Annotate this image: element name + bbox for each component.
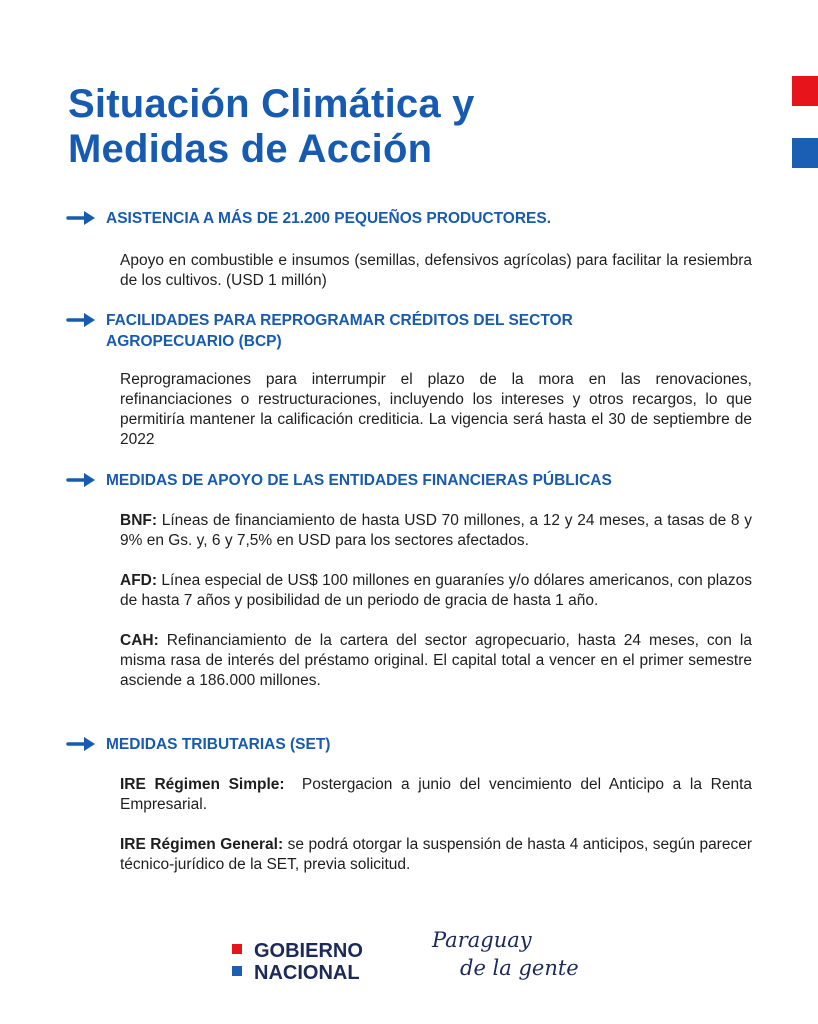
section-title: ASISTENCIA A MÁS DE 21.200 PEQUEÑOS PRODUCTORES. bbox=[106, 210, 552, 227]
paraguay-de-la-gente-logo bbox=[432, 926, 579, 982]
section-paragraph-ire-general bbox=[120, 835, 752, 875]
section-facilidades bbox=[66, 310, 756, 450]
section-tributarias bbox=[66, 734, 756, 875]
section-paragraph-afd bbox=[120, 571, 752, 611]
logo-red-square bbox=[232, 944, 242, 954]
flag-red-block bbox=[792, 76, 818, 106]
section-asistencia bbox=[66, 208, 756, 291]
section-paragraph bbox=[120, 370, 752, 450]
section-entidades bbox=[66, 470, 756, 691]
section-header bbox=[66, 734, 756, 755]
logo-line-1: GOBIERNO bbox=[254, 940, 363, 962]
paragraph-text: Líneas de financiamiento de hasta USD 70 millones, a 12 y 24 meses, a tasas de 8 y 9% en Gs. y, 6 y 7,5% en USD para los sectores afectados. bbox=[120, 512, 752, 549]
paragraph-lead: IRE Régimen General: bbox=[120, 836, 284, 853]
paragraph-text: Línea especial de US$ 100 millones en guaraníes y/o dólares americanos, con plazos de hasta 7 años y posibilidad de un periodo de gracia de hasta 1 año. bbox=[120, 572, 752, 609]
title-line-2: Medidas de Acción bbox=[68, 127, 433, 171]
section-header bbox=[66, 310, 756, 352]
paragraph-text: Postergacion a junio del vencimiento del Anticipo a la Renta Empresarial. bbox=[120, 776, 757, 813]
section-header bbox=[66, 208, 756, 229]
arrow-right-icon bbox=[66, 734, 98, 754]
paragraph-lead: BNF: bbox=[120, 512, 158, 529]
paragraph-text: se podrá otorgar la suspensión de hasta 4 anticipos, según parecer técnico-jurídico de la SET, previa solicitud. bbox=[120, 836, 752, 873]
logo-line-2: NACIONAL bbox=[254, 962, 360, 984]
arrow-right-icon bbox=[66, 310, 98, 330]
paragraph-lead: CAH: bbox=[120, 632, 159, 649]
paragraph-lead: IRE Régimen Simple: bbox=[120, 776, 285, 793]
flag-blue-block bbox=[792, 138, 818, 168]
section-title: FACILIDADES PARA REPROGRAMAR CRÉDITOS DEL SECTOR AGROPECUARIO (BCP) bbox=[106, 312, 573, 350]
section-header bbox=[66, 470, 756, 491]
script-line-2: de la gente bbox=[460, 956, 579, 980]
section-paragraph-bnf bbox=[120, 511, 752, 551]
logo-text bbox=[254, 940, 363, 984]
section-paragraph-ire-simple bbox=[120, 775, 757, 815]
script-line-1: Paraguay bbox=[432, 928, 532, 952]
paragraph-text: Reprogramaciones para interrumpir el plazo de la mora en las renovaciones, refinanciaciones o restructuraciones, incluyendo los intereses y otros recargos, lo que permitiría mantener la calificación crediticia. La vigencia será hasta el 30 de septiembre de 2022 bbox=[120, 371, 752, 448]
arrow-right-icon bbox=[66, 208, 98, 228]
paragraph-text: Refinanciamiento de la cartera del sector agropecuario, hasta 24 meses, con la misma rasa de interés del préstamo original. El capital total a vencer en el primer semestre asciende a 186.000 millones. bbox=[120, 632, 752, 689]
section-title: MEDIDAS TRIBUTARIAS (SET) bbox=[106, 736, 331, 753]
section-title: MEDIDAS DE APOYO DE LAS ENTIDADES FINANCIERAS PÚBLICAS bbox=[106, 472, 612, 489]
arrow-right-icon bbox=[66, 470, 98, 490]
page-title bbox=[68, 82, 708, 172]
logo-blue-square bbox=[232, 966, 242, 976]
title-line-1: Situación Climática y bbox=[68, 82, 475, 126]
paragraph-text: Apoyo en combustible e insumos (semillas, defensivos agrícolas) para facilitar la resiembra de los cultivos. (USD 1 millón) bbox=[120, 252, 752, 289]
section-paragraph-cah bbox=[120, 631, 752, 691]
section-paragraph bbox=[120, 251, 752, 291]
paragraph-lead: AFD: bbox=[120, 572, 158, 589]
